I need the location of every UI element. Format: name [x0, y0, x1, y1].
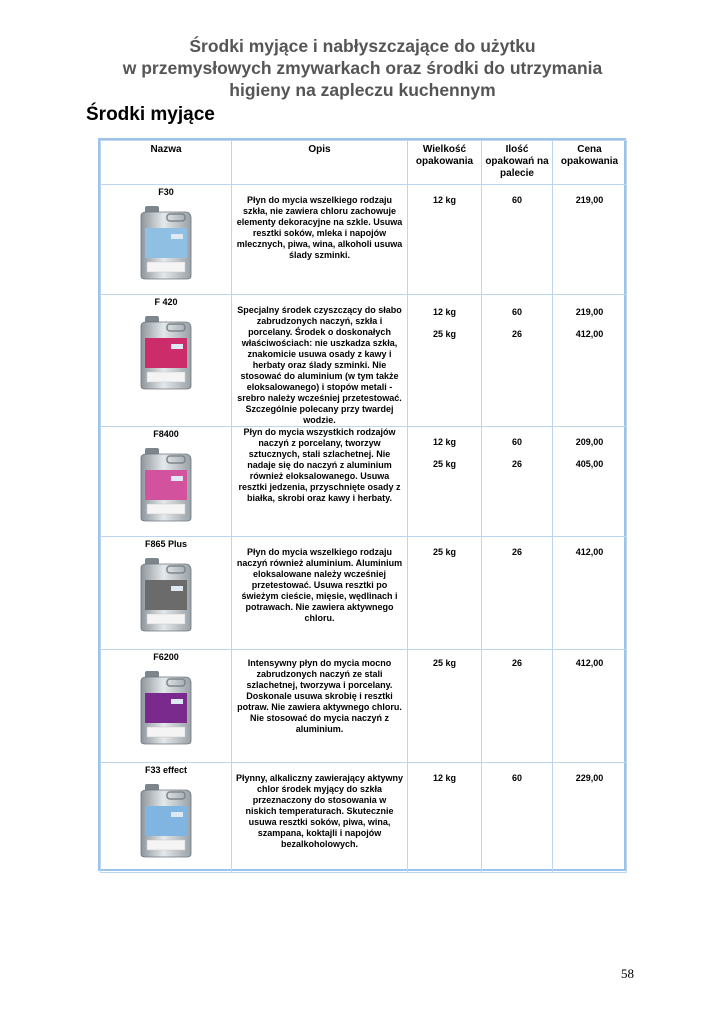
package-price: 412,00 [575, 658, 604, 668]
pallet-qty: 60 [511, 195, 522, 205]
canister-icon [137, 782, 195, 858]
header-ilosc: Ilość opakowań na palecie [482, 141, 553, 185]
header-cena: Cena opakowania [553, 141, 627, 185]
pallet-qty-cell [482, 650, 553, 763]
package-price-cell [553, 295, 627, 427]
product-name-cell [101, 295, 232, 427]
package-price: 219,00 [575, 195, 604, 205]
pallet-qty: 26 [511, 547, 522, 557]
package-size: 12 kg [432, 437, 456, 447]
product-name-cell [101, 650, 232, 763]
package-size: 25 kg [432, 658, 456, 668]
table-header-row [101, 141, 627, 185]
package-size: 25 kg [432, 547, 456, 557]
product-description: Płyn do mycia wszelkiego rodzaju szkła, nie zawiera chloru zachowuje elementy dekoracyjne na szkle. Usuwa resztki soków, mleka i napojów mlecznych, piwa, wina, alkoholi usuwa ślady szminki. [232, 185, 408, 295]
product-table-frame [98, 138, 626, 871]
pallet-qty-cell [482, 295, 553, 427]
table-row [101, 427, 627, 537]
package-size-cell [408, 537, 482, 650]
page-title [60, 35, 665, 101]
product-description: Płyn do mycia wszystkich rodzajów naczyń z porcelany, tworzyw sztucznych, stali szlachetnej. Nie nadaje się do naczyń z aluminium również eloksalowanego. Usuwa resztki jedzenia, przyschnięte osady z białka, skrobi oraz kawy i herbaty. [232, 427, 408, 537]
package-size-cell [408, 650, 482, 763]
pallet-qty: 60 [511, 307, 522, 317]
package-size-cell [408, 295, 482, 427]
table-row [101, 185, 627, 295]
package-price: 412,00 [575, 547, 604, 557]
page-title-line-1: Środki myjące i nabłyszczające do użytku [189, 36, 536, 56]
package-price-cell [553, 763, 627, 873]
section-title: Środki myjące [86, 104, 215, 125]
pallet-qty: 26 [511, 459, 522, 469]
product-name: F8400 [153, 429, 179, 439]
pallet-qty: 60 [511, 773, 522, 783]
pallet-qty: 26 [511, 329, 522, 339]
pallet-qty-cell [482, 185, 553, 295]
page-number: 58 [621, 966, 634, 981]
package-size: 25 kg [432, 459, 456, 469]
package-price: 405,00 [575, 459, 604, 469]
package-price: 219,00 [575, 307, 604, 317]
package-price-cell [553, 650, 627, 763]
package-price-cell [553, 537, 627, 650]
product-description: Specjalny środek czyszczący do słabo zabrudzonych naczyń, szkła i porcelany. Środek o doskonałych właściwościach: nie uszkadza szkła, znakomicie usuwa osady z kawy i herbaty oraz ślady szminki. Nie stosować do aluminium (w tym także eloksalowanego) i stopów metali - srebro należy wcześniej przetestować. Szczególnie polecany przy twardej wodzie. [232, 295, 408, 427]
table-row [101, 650, 627, 763]
pallet-qty: 60 [511, 437, 522, 447]
pallet-qty-cell [482, 763, 553, 873]
table-row [101, 537, 627, 650]
product-name-cell [101, 427, 232, 537]
product-description: Płynny, alkaliczny zawierający aktywny chlor środek myjący do szkła przeznaczony do stosowania w niskich temperaturach. Skutecznie usuwa resztki soków, piwa, wina, szampana, koktajli i napojów bezalkoholowych. [232, 763, 408, 873]
header-opis: Opis [232, 141, 408, 185]
canister-icon [137, 314, 195, 390]
package-size-cell [408, 763, 482, 873]
package-price-cell [553, 427, 627, 537]
pallet-qty-cell [482, 427, 553, 537]
table-row [101, 295, 627, 427]
header-nazwa: Nazwa [101, 141, 232, 185]
product-name-cell [101, 185, 232, 295]
package-size: 12 kg [432, 307, 456, 317]
canister-icon [137, 446, 195, 522]
package-price: 229,00 [575, 773, 604, 783]
product-description: Płyn do mycia wszelkiego rodzaju naczyń również aluminium. Aluminium eloksalowane należy wcześniej przetestować. Usuwa resztki po świeżym cieście, mięsie, wędlinach i potrawach. Nie zawiera aktywnego chloru. [232, 537, 408, 650]
table-row [101, 763, 627, 873]
product-name: F 420 [154, 297, 178, 307]
package-size-cell [408, 185, 482, 295]
page-title-line-3: higieny na zapleczu kuchennym [229, 80, 496, 100]
package-price: 209,00 [575, 437, 604, 447]
package-price-cell [553, 185, 627, 295]
product-name-cell [101, 763, 232, 873]
package-size-cell [408, 427, 482, 537]
canister-icon [137, 556, 195, 632]
canister-icon [137, 669, 195, 745]
package-price: 412,00 [575, 329, 604, 339]
product-name: F33 effect [144, 765, 188, 775]
product-name: F865 Plus [144, 539, 188, 549]
product-table [100, 140, 627, 873]
canister-icon [137, 204, 195, 280]
pallet-qty-cell [482, 537, 553, 650]
package-size: 12 kg [432, 195, 456, 205]
pallet-qty: 26 [511, 658, 522, 668]
package-size: 25 kg [432, 329, 456, 339]
package-size: 12 kg [432, 773, 456, 783]
product-name-cell [101, 537, 232, 650]
header-wielkosc: Wielkość opakowania [408, 141, 482, 185]
product-name: F6200 [153, 652, 179, 662]
page-title-line-2: w przemysłowych zmywarkach oraz środki do utrzymania [122, 58, 603, 78]
product-name: F30 [158, 187, 174, 197]
product-description: Intensywny płyn do mycia mocno zabrudzonych naczyń ze stali szlachetnej, tworzywa i porcelany. Doskonale usuwa skrobię i resztki potraw. Nie zawiera aktywnego chloru. Nie stosować do mycia naczyń z aluminium. [232, 650, 408, 763]
